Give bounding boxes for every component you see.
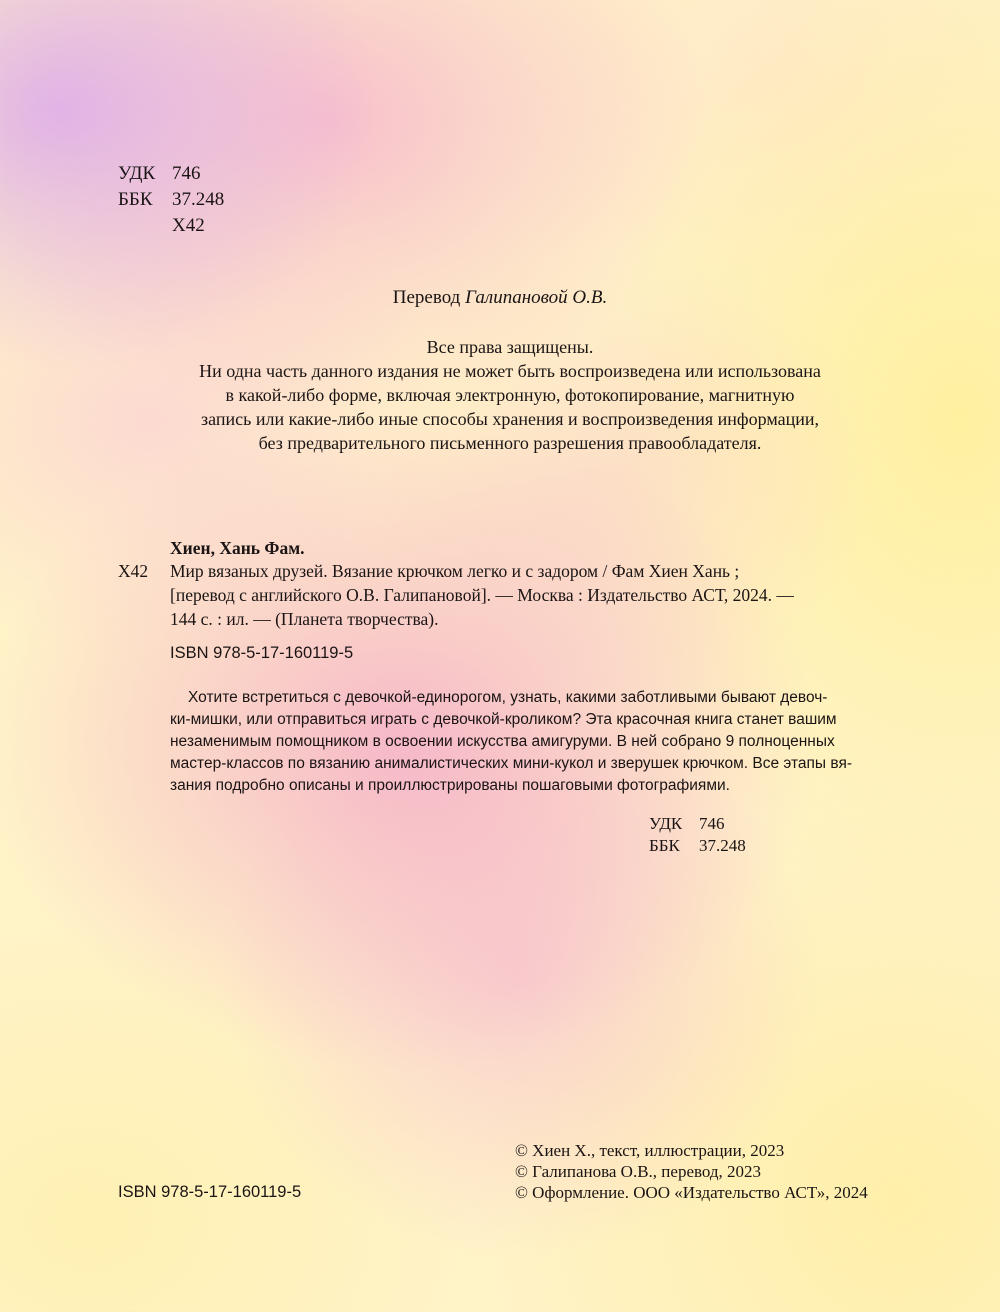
- rights-line: запись или какие-либо иные способы хранения и воспроизведения информации,: [201, 409, 819, 429]
- translation-prefix: Перевод: [392, 287, 461, 308]
- udk-value: 746: [699, 814, 725, 833]
- rights-line: Все права защищены.: [426, 337, 594, 357]
- author-heading: Хиен, Хань Фам.: [170, 538, 305, 558]
- annotation-line: Хотите встретиться с девочкой-единорогом, узнать, какими заботливыми бывают девоч-: [188, 689, 828, 706]
- udk-label: УДК: [118, 163, 156, 184]
- rights-notice: [0, 335, 1000, 455]
- translation-credit: [0, 286, 1000, 310]
- classification-top: [118, 161, 224, 239]
- udk-label: УДК: [649, 814, 683, 833]
- bbk-label: ББК: [649, 836, 680, 855]
- rights-line: без предварительного письменного разрешения правообладателя.: [258, 433, 762, 453]
- description-line: 144 с. : ил. — (Планета творчества).: [170, 609, 439, 629]
- footer-isbn: ISBN 978-5-17-160119-5: [118, 1183, 302, 1201]
- copyright-line: © Хиен Х., текст, иллюстрации, 2023: [515, 1141, 785, 1160]
- bbk-value: 37.248: [172, 189, 225, 210]
- annotation-line: незаменимым помощником в освоении искусства амигуруми. В ней собрано 9 полноценных: [170, 733, 835, 750]
- copyright-line: © Оформление. ООО «Издательство АСТ», 2024: [515, 1183, 868, 1202]
- classification-bottom: [649, 813, 746, 857]
- annotation-line: ки-мишки, или отправиться играть с девочкой-кроликом? Эта красочная книга станет вашим: [170, 711, 837, 728]
- description-line: Мир вязаных друзей. Вязание крючком легко и с задором / Фам Хиен Хань ;: [170, 561, 740, 581]
- rights-line: в какой-либо форме, включая электронную, фотокопирование, магнитную: [225, 385, 795, 405]
- biblio-author-mark: Х42: [118, 561, 149, 581]
- annotation-line: мастер-классов по вязанию анималистических мини-кукол и зверушек крючком. Все этапы вя-: [170, 755, 852, 772]
- author-mark: Х42: [172, 215, 205, 236]
- copyright-line: © Галипанова О.В., перевод, 2023: [515, 1162, 762, 1181]
- description-line: [перевод с английского О.В. Галипановой]. — Москва : Издательство АСТ, 2024. —: [170, 585, 794, 605]
- annotation: [170, 687, 902, 797]
- annotation-line: зания подробно описаны и проиллюстрированы пошаговыми фотографиями.: [170, 777, 730, 794]
- bbk-value: 37.248: [699, 836, 746, 855]
- translator-name: Галипановой О.В.: [465, 287, 608, 308]
- copyright-block: [515, 1140, 868, 1203]
- bibliographic-description: [170, 559, 902, 631]
- udk-value: 746: [172, 163, 201, 184]
- bbk-label: ББК: [118, 189, 153, 210]
- biblio-isbn: ISBN 978-5-17-160119-5: [170, 644, 354, 662]
- rights-line: Ни одна часть данного издания не может быть воспроизведена или использована: [199, 361, 821, 381]
